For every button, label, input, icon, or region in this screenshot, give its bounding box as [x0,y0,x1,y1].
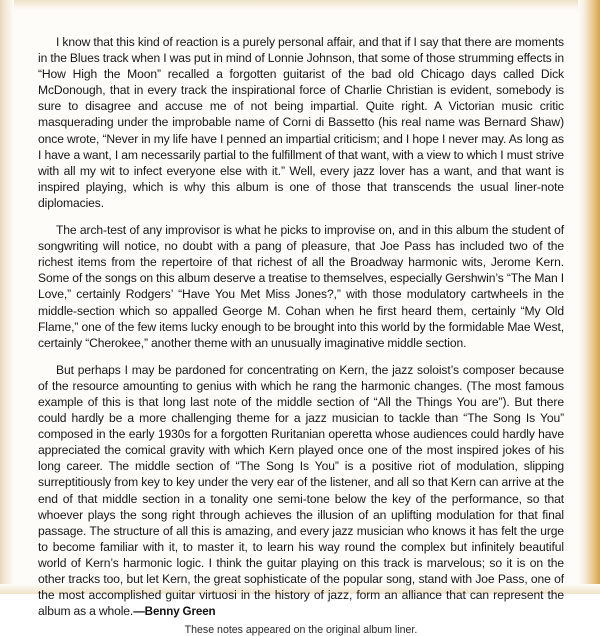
paper-edge-left [0,0,14,594]
liner-notes-text-column [38,34,564,636]
author-signature: —Benny Green [133,605,216,619]
paragraph-1: I know that this kind of reaction is a purely personal affair, and that if I say that there are moments in the Blues track when I was put in mind of Lonnie Johnson, that some of those strumming effects in “How High the Moon” recalled a forgotten guitarist of the bad old Chicago days called Dick McDonough, that in every track the inspirational force of Charlie Christian is evident, somebody is sure to disagree and accuse me of not being impartial. Quite right. A Victorian music critic masquerading under the improbable name of Corni di Bassetto (his real name was Bernard Shaw) once wrote, “Never in my life have I penned an impartial criticism; and I hope I never may. As long as I have a want, I am necessarily partial to the fulfillment of that want, with a view to which I must strive with all my wit to infect everyone else with it.” Well, every jazz lover has a want, and that want is inspired playing, which is why this album is one of those that transcends the usual liner-note diplomacies. [38,35,564,210]
paragraph-3 [38,362,564,621]
liner-footnote: These notes appeared on the original album liner. [184,624,418,636]
paper-edge-right [578,0,600,594]
paragraph-2: The arch-test of any improvisor is what he picks to improvise on, and in this album the student of songwriting will notice, no doubt with a pang of pleasure, that Joe Pass has included two of the richest items from the repertoire of that richest of all the Broadway harmonic wits, Jerome Kern. Some of the songs on this album deserve a treatise to themselves, especially Gershwin’s “The Man I Love,” certainly Rodgers’ “Have You Met Miss Jones?,” with those modulatory cartwheels in the middle-section which so appalled George M. Cohan when he first heard them, certainly “My Old Flame,” one of the few items lucky enough to be brought into this world by the formidable Mae West, certainly “Cherokee,” another theme with an unusually imaginative middle section. [38,223,564,350]
paper-edge-top [0,0,600,10]
paragraph-3-text: But perhaps I may be pardoned for concentrating on Kern, the jazz soloist’s composer because of the resource amounting to genius with which he rang the harmonic changes. (The most famous example of this is that long last note of the middle section of “All the Things You are”). But there could hardly be a more challenging theme for a jazz musician to tackle than “The Song Is You” composed in the early 1930s for a forgotten Ruritanian operetta whose audiences could hardly have appreciated the comical gravity with which Kern played once one of the most inspired jokes of his long career. The middle section of “The Song Is You” is a positive riot of modulation, slipping surreptitiously from key to key under the very ear of the listener, and all so that Kern can arrive at the end of that middle section in a tonality one semi-tone below the key of the performance, so that whoever plays the song right through achieves the illusion of an uplifting modulation for that final passage. The structure of all this is amazing, and every jazz musician who knows it has felt the urge to become familiar with it, to master it, to learn his way round the complex but infinitely beautiful world of Kern’s harmonic logic. I think the guitar playing on this track is marvelous; so it is on the other tracks too, but let Kern, the great sophisticate of the popular song, stand with Joe Pass, one of the most accomplished guitar virtuosi in the history of jazz, form an alliance that can represent the album as a whole. [38,362,564,619]
